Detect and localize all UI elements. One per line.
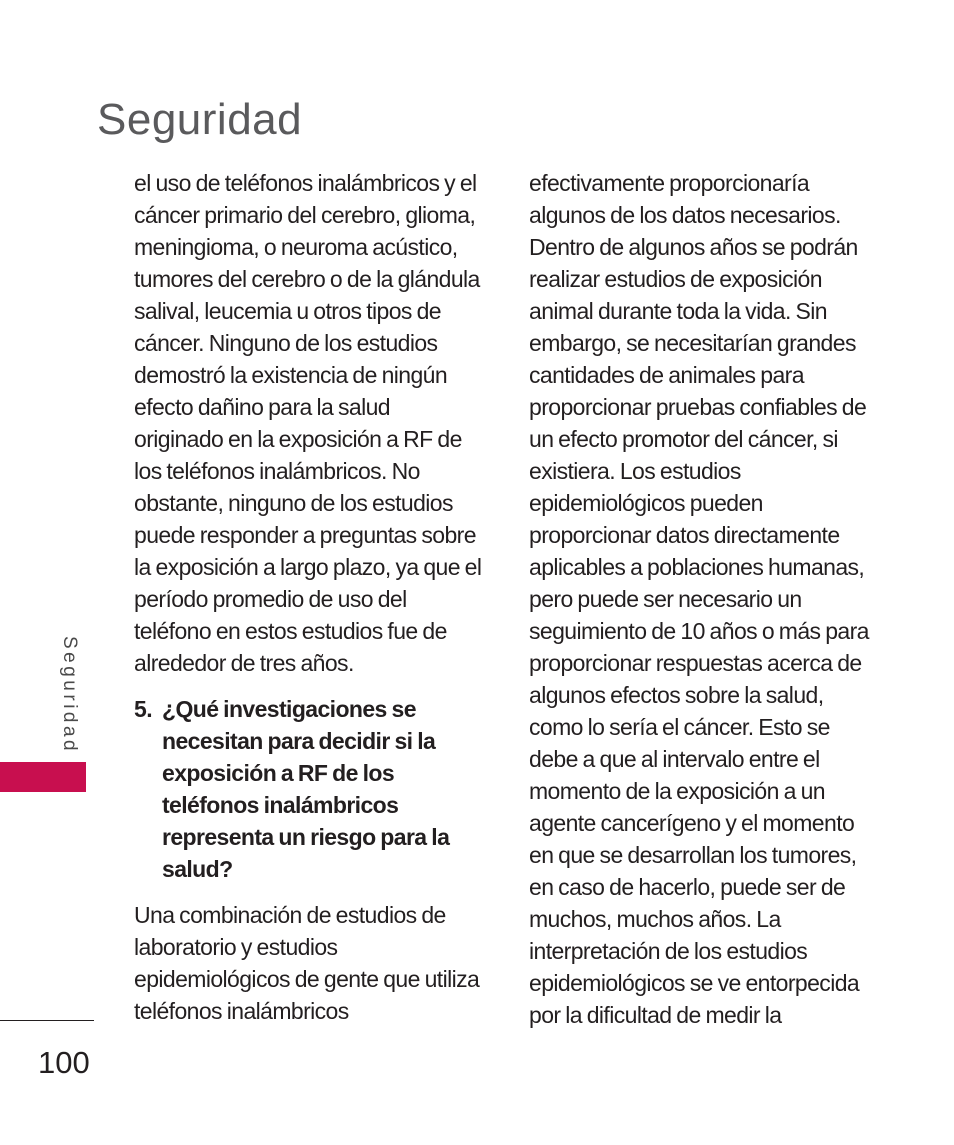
- footer-divider: [0, 1020, 94, 1021]
- question-item: [134, 693, 484, 885]
- section-color-tab: [0, 762, 86, 792]
- body-paragraph: efectivamente proporcionaría algunos de los datos necesarios. Dentro de algunos años se podrán realizar estudios de exposición animal durante toda la vida. Sin embargo, se necesitarían grandes cantidades de animales para proporcionar pruebas confiables de un efecto promotor del cáncer, si existiera. Los estudios epidemiológicos pueden proporcionar datos directamente aplicables a poblaciones humanas, pero puede ser necesario un seguimiento de 10 años o más para proporcionar respuestas acerca de algunos efectos sobre la salud, como lo sería el cáncer. Esto se debe a que al intervalo entre el momento de la exposición a un agente cancerígeno y el momento en que se desarrollan los tumores, en caso de hacerlo, puede ser de muchos, muchos años. La interpretación de los estudios epidemiológicos se ve entorpecida por la dificultad de medir la: [529, 170, 869, 1028]
- section-side-label: Seguridad: [59, 636, 80, 755]
- page-number: 100: [38, 1045, 90, 1080]
- question-text: ¿Qué investigaciones se necesitan para decidir si la exposición a RF de los teléfonos inalámbricos representa un riesgo para la salud?: [162, 696, 450, 882]
- question-number: 5.: [134, 696, 152, 722]
- left-column: [134, 167, 484, 1027]
- right-column: [529, 167, 879, 1031]
- body-paragraph: Una combinación de estudios de laboratorio y estudios epidemiológicos de gente que utiliza teléfonos inalámbricos: [134, 902, 480, 1024]
- body-paragraph: el uso de teléfonos inalámbricos y el cáncer primario del cerebro, glioma, meningioma, o neuroma acústico, tumores del cerebro o de la glándula salival, leucemia u otros tipos de cáncer. Ninguno de los estudios demostró la existencia de ningún efecto dañino para la salud originado en la exposición a RF de los teléfonos inalámbricos. No obstante, ninguno de los estudios puede responder a preguntas sobre la exposición a largo plazo, ya que el período promedio de uso del teléfono en estos estudios fue de alrededor de tres años.: [134, 170, 482, 676]
- page-title: Seguridad: [97, 95, 303, 145]
